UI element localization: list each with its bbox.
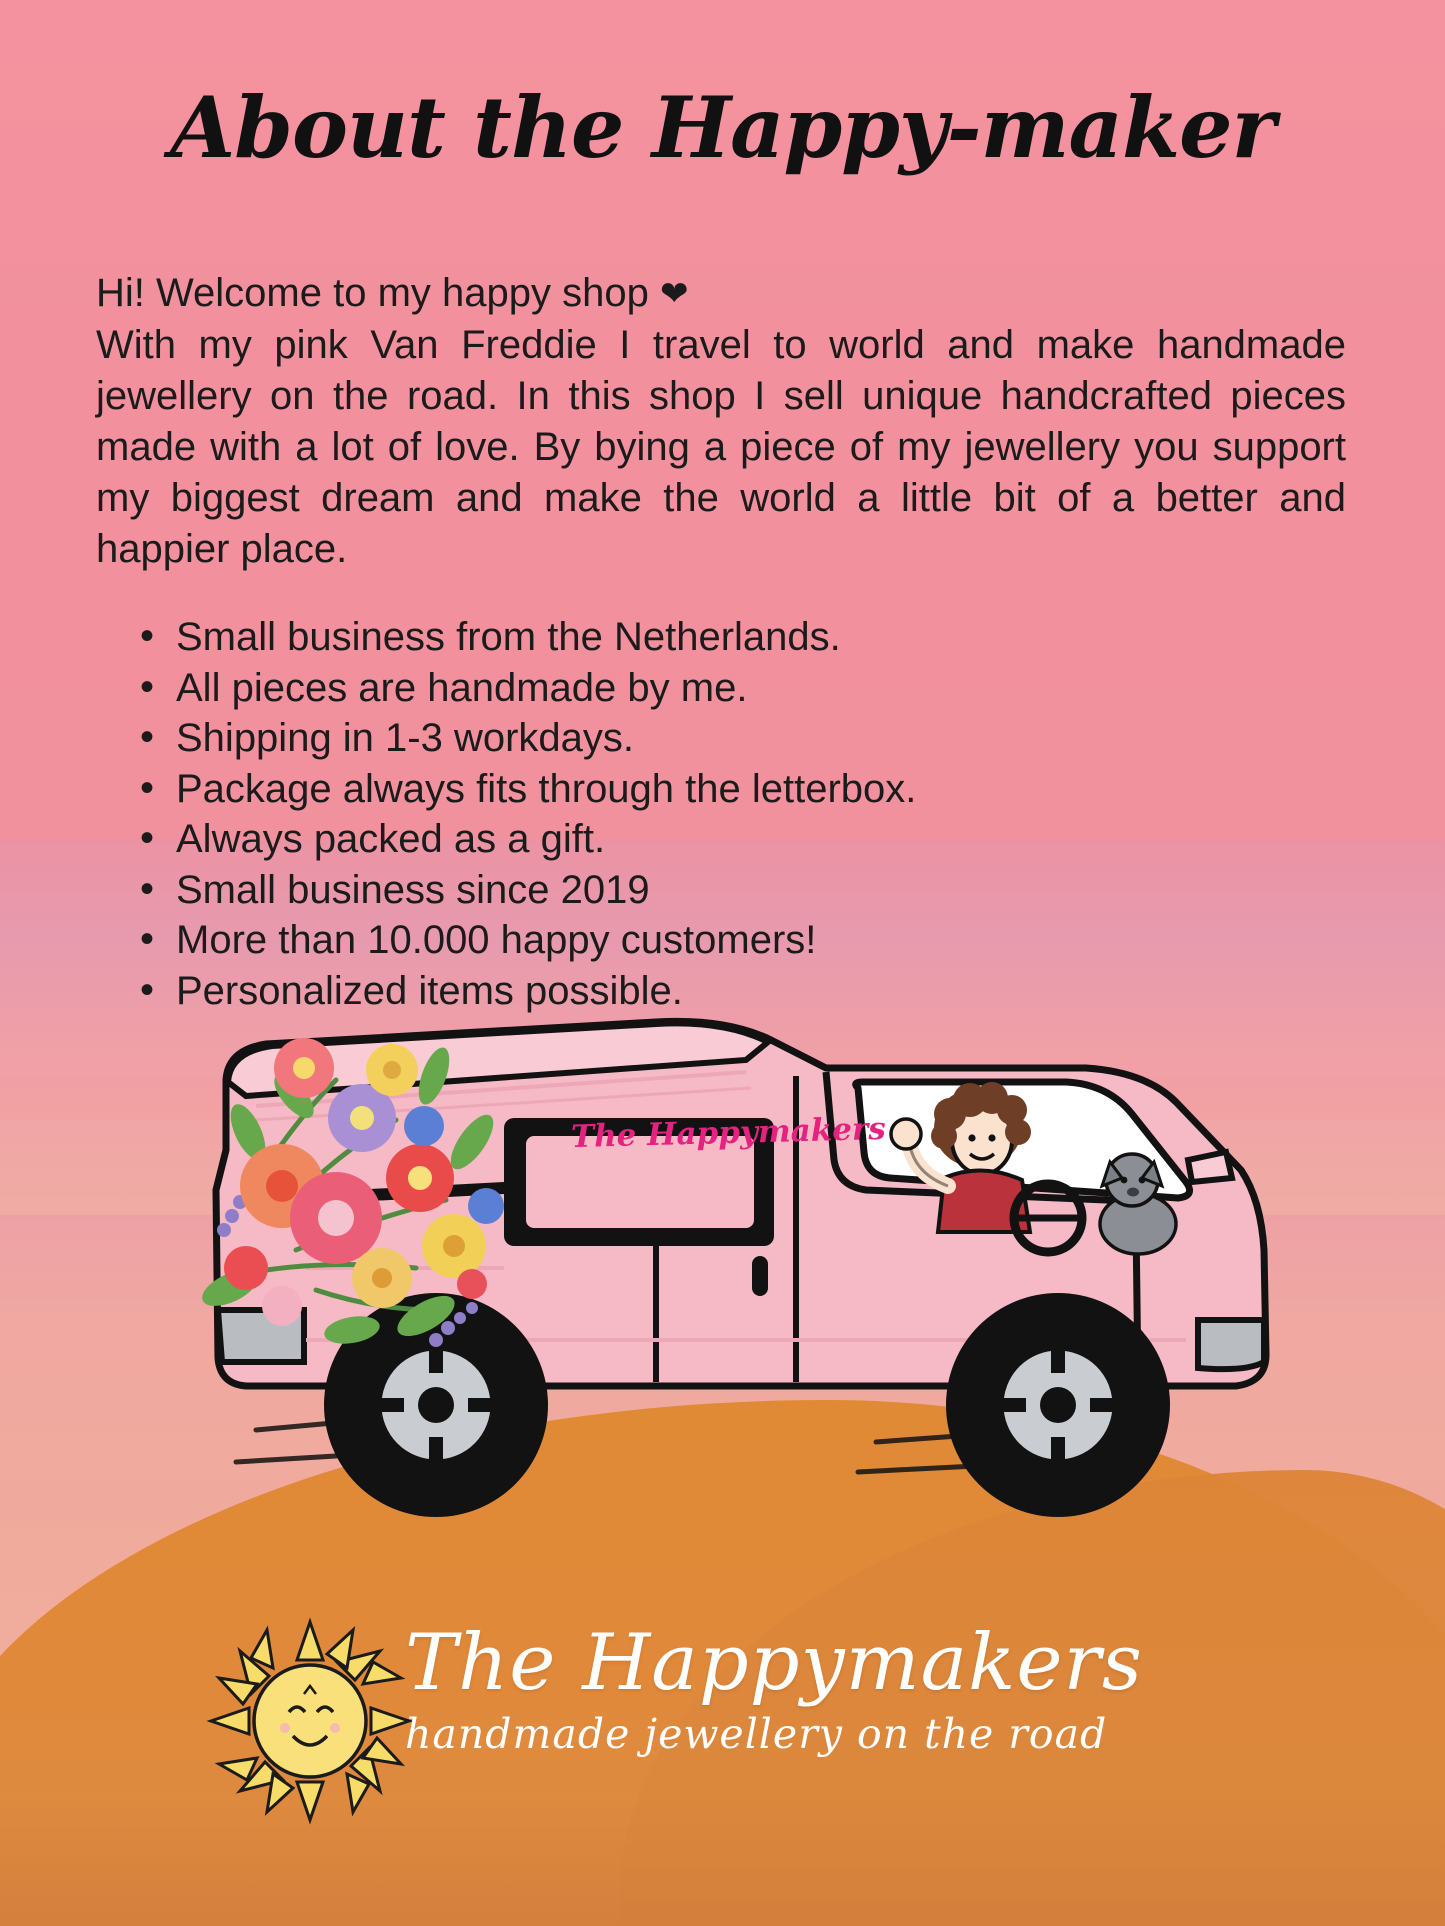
feature-list: [140, 612, 1290, 1016]
brand-logo-block: [205, 1598, 1265, 1878]
greeting-line: [96, 268, 1346, 320]
wheel-front: [946, 1293, 1170, 1517]
list-item: • Package always fits through the letterbox.: [140, 764, 1290, 815]
list-item: • Shipping in 1-3 workdays.: [140, 713, 1290, 764]
intro-text-block: [96, 268, 1346, 575]
heart-icon: ❤: [659, 275, 689, 313]
list-item: • Small business from the Netherlands.: [140, 612, 1290, 663]
smiling-sun-icon: [205, 1616, 415, 1826]
brand-name: The Happymakers: [405, 1618, 1143, 1708]
page-title: About the Happy-maker: [170, 78, 1275, 177]
brand-text: [405, 1620, 1265, 1760]
list-item: • Small business since 2019: [140, 865, 1290, 916]
intro-paragraph: With my pink Van Freddie I travel to world and make handmade jewellery on the road. In this shop I sell unique handcrafted pieces made with a lot of love. By bying a piece of my jewellery you support my biggest dream and make the world a little bit of a better and happier place.: [96, 323, 1346, 571]
list-item: • Always packed as a gift.: [140, 814, 1290, 865]
pink-camper-van-illustration: [186, 1010, 1316, 1630]
brand-tagline: handmade jewellery on the road: [405, 1710, 1108, 1758]
list-item: • More than 10.000 happy customers!: [140, 915, 1290, 966]
list-item: • Personalized items possible.: [140, 966, 1290, 1017]
list-item: • All pieces are handmade by me.: [140, 663, 1290, 714]
greeting-text: Hi! Welcome to my happy shop: [96, 271, 649, 315]
van-side-logo-text: The Happymakers: [570, 1110, 887, 1156]
